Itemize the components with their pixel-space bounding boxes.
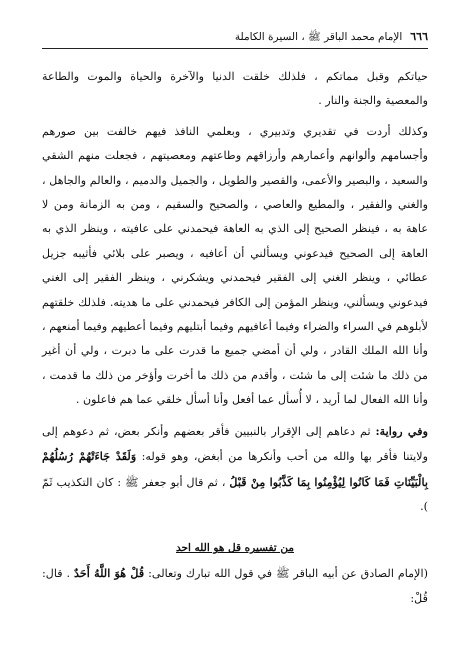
page-number: ٦٦٦ [410, 30, 428, 43]
tafsir-body: (الإمام الصادق عن أبيه الباقر ﷺ في قول الله تبارك وتعالى: [148, 567, 428, 581]
narration-body: ثم دعاهم إلى الإقرار بالنبيين فأقر بعضهم وأنكر بعض، ثم دعوهم إلى ولايتنا فأقر بها والله من أحب وأنكرها من أبغض، وهو قوله: [42, 424, 429, 464]
quran-verse-ikhlas: قُلْ هُوَ اللَّهُ أَحَدٌ [73, 566, 145, 581]
paragraph-3 [42, 419, 428, 520]
paragraph-2: وكذلك أردت في تقديري وتدبيري ، وبعلمي النافذ فيهم خالفت بين صورهم وأجسامهم وألوانهم وأعمارهم وأرزاقهم وطاعتهم ومعصيتهم ، فجعلت منهم الشقي والسعيد ، والبصير والأعمى، والقصير والطويل ، والجميل والدميم ، والعالم والجاهل ، والغني والفقير ، والمطيع والعاصي ، والصحيح والسقيم ، ومن به الزمانة ومن لا عاهة به ، فينظر الصحيح إلى الذي به العاهة فيحمدني على عافيته ، وينظر الذي به العاهة إلى الصحيح فيدعوني ويسألني أن أعافيه ، ويصبر على بلائي فأثيبه جزيل عطائي ، وينظر الغني إلى الفقير فيحمدني ويشكرني ، وينظر الفقير إلى الغني فيدعوني ويسألني، وينظر المؤمن إلى الكافر فيحمدني على ما هديته. فلذلك خلقتهم لأبلوهم في السراء والضراء وفيما أعافيهم وفيما أبتليهم وفيما أعطيهم وفيما أمنعهم ، وأنا الله الملك القادر ، ولي أن أمضي جميع ما قدرت على ما دبرت ، ولي أن أغير من ذلك ما شئت إلى ما شئت ، وأقدم من ذلك ما أخرت وأؤخر من ذلك ما قدمت ، وأنا الله الفعال لما أريد ، لا أُسأل عما أفعل وأنا أسأل خلقي عما هم فاعلون . [42, 124, 428, 407]
narration-tail: ، ثم قال أبو جعفر ﷺ : كان التكذيب ثَمّ ). [42, 475, 428, 513]
running-header [42, 30, 428, 49]
paragraph-1: حياتكم وقبل مماتكم ، فلذلك خلقت الدنيا والآخرة والحياة والموت والطاعة والمعصية والجنة والنار . [42, 70, 428, 108]
quran-verse: وَلَقَدْ جَاءَتْهُمْ رُسُلُهُمْ بِالْبَيِّنَاتِ فَمَا كَانُوا لِيُؤْمِنُوا بِمَا كَذَّبُوا مِنْ قَبْلُ [42, 449, 428, 489]
section-title: من تفسيره قل هو الله احد [175, 542, 295, 555]
tafsir-tail: . قال: قُلْ: [42, 567, 428, 605]
narration-lead: وفي رواية: [375, 423, 429, 438]
book-page [42, 30, 428, 657]
paragraph-4 [42, 561, 428, 611]
running-title: الإمام محمد الباقر ﷺ ، السيرة الكاملة [234, 31, 403, 43]
